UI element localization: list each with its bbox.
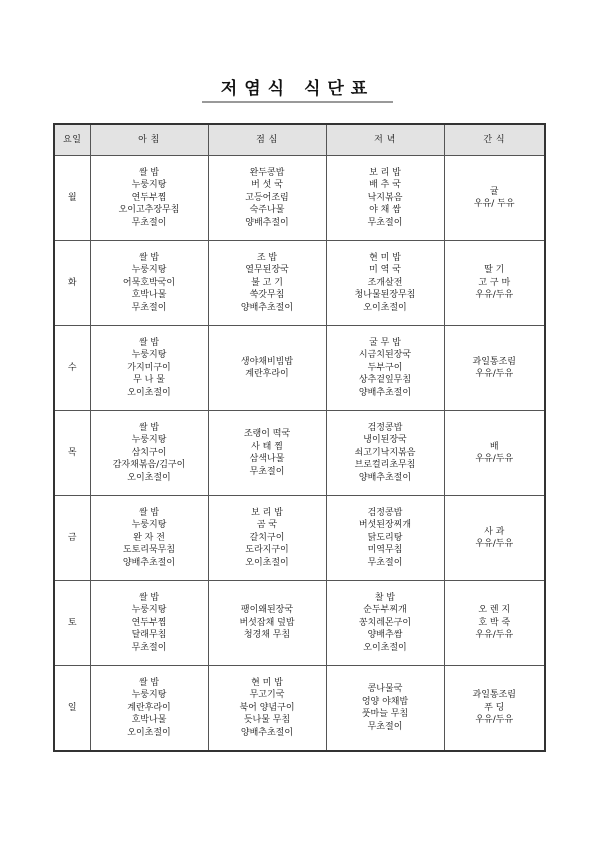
- menu-item: 가지미구이: [127, 362, 171, 373]
- lunch-cell: [208, 156, 326, 241]
- menu-item: 배: [489, 441, 499, 452]
- menu-item: 도토리묵무침: [122, 545, 176, 556]
- menu-item: 버섯된장찌개: [358, 520, 412, 531]
- menu-item: 무초절이: [367, 721, 403, 732]
- day-cell: 수: [54, 326, 90, 411]
- menu-item: 쌀 밥: [138, 337, 160, 348]
- snack-cell: [444, 581, 545, 666]
- menu-item: 우유/두유: [475, 630, 514, 641]
- day-cell: 일: [54, 666, 90, 752]
- table-row: [54, 581, 545, 666]
- menu-item: 우유/두유: [475, 715, 514, 726]
- menu-item: 콩나물국: [367, 684, 403, 694]
- menu-item: 과일통조림: [472, 690, 516, 701]
- menu-item: 쌀 밥: [138, 252, 160, 263]
- header-day: 요일: [54, 124, 90, 156]
- menu-item: 우유/두유: [475, 369, 514, 379]
- header-breakfast: 아 침: [90, 124, 208, 156]
- lunch-cell: [208, 666, 326, 752]
- menu-item: 오이초절이: [127, 472, 171, 483]
- day-cell: 토: [54, 581, 90, 666]
- menu-item: 오이초절이: [127, 387, 171, 398]
- menu-item: 찰 밥: [374, 592, 396, 603]
- menu-item: 듯나물 무침: [243, 715, 291, 726]
- menu-item: 불 고 기: [251, 277, 283, 288]
- menu-item: 감자채볶음/김구이: [112, 460, 186, 471]
- snack-cell: [444, 241, 545, 326]
- menu-item: 계란후라이: [245, 369, 289, 379]
- menu-item: 쌀 밥: [138, 592, 160, 603]
- menu-item: 조개살전: [367, 277, 403, 288]
- menu-item: 누룽지탕: [131, 690, 167, 701]
- menu-item: 무초절이: [367, 217, 403, 228]
- breakfast-cell: [90, 581, 208, 666]
- menu-item: 두부구이: [367, 362, 403, 373]
- lunch-cell: [208, 326, 326, 411]
- table-row: [54, 411, 545, 496]
- lunch-cell: [208, 411, 326, 496]
- menu-item: 쌀 밥: [138, 167, 160, 178]
- dinner-cell: [326, 581, 444, 666]
- menu-item: 누룽지탕: [131, 180, 167, 191]
- header-dinner: 저 녁: [326, 124, 444, 156]
- menu-item: 숙주나물: [249, 205, 285, 216]
- table-row: [54, 496, 545, 581]
- menu-item: 야 채 쌈: [369, 205, 401, 216]
- breakfast-cell: [90, 241, 208, 326]
- menu-item: 우유/두유: [475, 290, 514, 301]
- snack-cell: [444, 156, 545, 241]
- dinner-cell: [326, 666, 444, 752]
- breakfast-cell: [90, 156, 208, 241]
- menu-item: 삼색나물: [249, 454, 285, 464]
- menu-item: 북어 양념구이: [239, 702, 295, 713]
- table-row: [54, 241, 545, 326]
- menu-item: 조랭이 떡국: [243, 429, 291, 439]
- menu-item: 낙지볶음: [367, 192, 403, 203]
- table-row: [54, 326, 545, 411]
- menu-item: 보 리 밥: [369, 167, 401, 178]
- menu-item: 양배추쌈: [367, 630, 403, 641]
- menu-item: 미 역 국: [369, 265, 401, 276]
- menu-item: 고 구 마: [478, 277, 511, 288]
- menu-item: 계란후라이: [127, 702, 171, 713]
- menu-item: 냉이된장국: [363, 435, 407, 446]
- menu-item: 청경채 무침: [243, 630, 291, 641]
- menu-item: 쌀 밥: [138, 507, 160, 518]
- menu-item: 오이초절이: [127, 727, 171, 738]
- dinner-cell: [326, 326, 444, 411]
- menu-item: 검정콩밥: [367, 422, 403, 433]
- header-snack: 간 식: [444, 124, 545, 156]
- menu-item: 푸 딩: [484, 702, 505, 713]
- menu-item: 우유/두유: [475, 539, 514, 549]
- menu-item: 쌀 밥: [138, 677, 160, 688]
- menu-item: 순두부찌개: [363, 605, 407, 616]
- menu-item: 연두부찜: [131, 617, 167, 628]
- lunch-cell: [208, 496, 326, 581]
- menu-item: 호박나물: [131, 715, 167, 726]
- menu-item: 무초절이: [249, 466, 285, 477]
- menu-item: 호박나물: [131, 290, 167, 301]
- menu-item: 딸 기: [484, 265, 505, 276]
- menu-item: 상추겉잎무침: [358, 375, 412, 386]
- menu-item: 삼치구이: [131, 447, 167, 458]
- menu-item: 풋마늘 무침: [361, 709, 409, 719]
- menu-item: 곰 국: [256, 520, 278, 531]
- page-title: 저염식 식단표: [220, 79, 375, 99]
- menu-item: 누룽지탕: [131, 265, 167, 276]
- lunch-cell: [208, 581, 326, 666]
- menu-item: 굴 무 밥: [369, 337, 401, 348]
- menu-item: 쇠고기낙지볶음: [354, 447, 416, 458]
- dinner-cell: [326, 496, 444, 581]
- day-cell: 화: [54, 241, 90, 326]
- lunch-cell: [208, 241, 326, 326]
- breakfast-cell: [90, 666, 208, 752]
- menu-item: 사 태 찜: [251, 441, 283, 452]
- snack-cell: [444, 326, 545, 411]
- menu-item: 양배추절이: [245, 217, 289, 228]
- menu-item: 보 리 밥: [251, 507, 283, 518]
- day-cell: 월: [54, 156, 90, 241]
- table-row: [54, 156, 545, 241]
- menu-item: 양배추초절이: [122, 557, 176, 568]
- menu-item: 누룽지탕: [131, 520, 167, 531]
- menu-item: 우유/ 두유: [473, 199, 515, 209]
- menu-item: 시금치된장국: [358, 350, 412, 361]
- snack-cell: [444, 411, 545, 496]
- menu-item: 배 추 국: [369, 180, 401, 191]
- snack-cell: [444, 496, 545, 581]
- menu-item: 현 미 밥: [251, 677, 283, 688]
- menu-item: 팽이왜된장국: [240, 605, 294, 616]
- dinner-cell: [326, 241, 444, 326]
- menu-item: 엉양 야채밥: [361, 696, 409, 707]
- menu-item: 버 섯 국: [251, 180, 283, 191]
- menu-item: 오이고추장무침: [118, 205, 180, 216]
- menu-item: 연두부찜: [131, 192, 167, 203]
- table-row: [54, 666, 545, 752]
- menu-item: 완 자 전: [133, 532, 165, 543]
- menu-item: 쌀 밥: [138, 422, 160, 433]
- header-lunch: 점 심: [208, 124, 326, 156]
- menu-item: 브로컬리초무침: [354, 460, 416, 471]
- header-row: [54, 124, 545, 156]
- menu-item: 과일통조림: [472, 356, 516, 367]
- menu-item: 무초절이: [131, 217, 167, 228]
- menu-item: 어묵호박국이: [122, 277, 176, 288]
- menu-item: 무초절이: [131, 302, 167, 313]
- menu-item: 무초절이: [367, 557, 403, 568]
- menu-item: 쑥갓무침: [249, 290, 285, 301]
- menu-item: 무초절이: [131, 642, 167, 653]
- menu-item: 무 나 물: [133, 375, 165, 386]
- menu-item: 양배추초절이: [240, 727, 294, 738]
- menu-item: 꽁치레몬구이: [358, 617, 412, 628]
- menu-item: 양배추초절이: [240, 302, 294, 313]
- menu-item: 누룽지탕: [131, 605, 167, 616]
- menu-item: 조 밥: [256, 252, 278, 263]
- menu-item: 호 박 죽: [478, 617, 511, 628]
- menu-item: 양배추초절이: [358, 472, 412, 483]
- menu-item: 청나물된장무침: [354, 290, 416, 301]
- breakfast-cell: [90, 326, 208, 411]
- menu-item: 사 과: [484, 526, 505, 537]
- menu-item: 고등어조림: [245, 192, 289, 203]
- menu-item: 양배추초절이: [358, 387, 412, 398]
- menu-item: 달래무침: [131, 630, 167, 641]
- menu-item: 갈치구이: [249, 532, 285, 543]
- menu-item: 오이초절이: [363, 642, 407, 653]
- menu-item: 검정콩밥: [367, 507, 403, 518]
- menu-item: 닭도리탕: [367, 532, 403, 543]
- menu-item: 완두콩밥: [249, 167, 285, 178]
- menu-item: 오이초절이: [363, 302, 407, 313]
- menu-item: 우유/두유: [475, 454, 514, 464]
- day-cell: 목: [54, 411, 90, 496]
- menu-item: 버섯잡채 덮밥: [239, 617, 295, 628]
- title-underline: [202, 101, 393, 103]
- dinner-cell: [326, 411, 444, 496]
- meal-table: [53, 123, 546, 752]
- dinner-cell: [326, 156, 444, 241]
- menu-item: 누룽지탕: [131, 435, 167, 446]
- breakfast-cell: [90, 411, 208, 496]
- day-cell: 금: [54, 496, 90, 581]
- menu-item: 오 렌 지: [478, 605, 511, 616]
- menu-item: 오이초절이: [245, 557, 289, 568]
- menu-item: 도라지구이: [245, 545, 289, 556]
- snack-cell: [444, 666, 545, 752]
- menu-item: 미역무침: [367, 545, 403, 556]
- menu-item: 열무된장국: [245, 265, 289, 276]
- menu-item: 누룽지탕: [131, 350, 167, 361]
- breakfast-cell: [90, 496, 208, 581]
- menu-item: 현 미 밥: [369, 252, 401, 263]
- menu-item: 생야채비빔밥: [240, 356, 294, 367]
- menu-item: 무고기국: [249, 690, 285, 701]
- menu-item: 귤: [489, 186, 499, 197]
